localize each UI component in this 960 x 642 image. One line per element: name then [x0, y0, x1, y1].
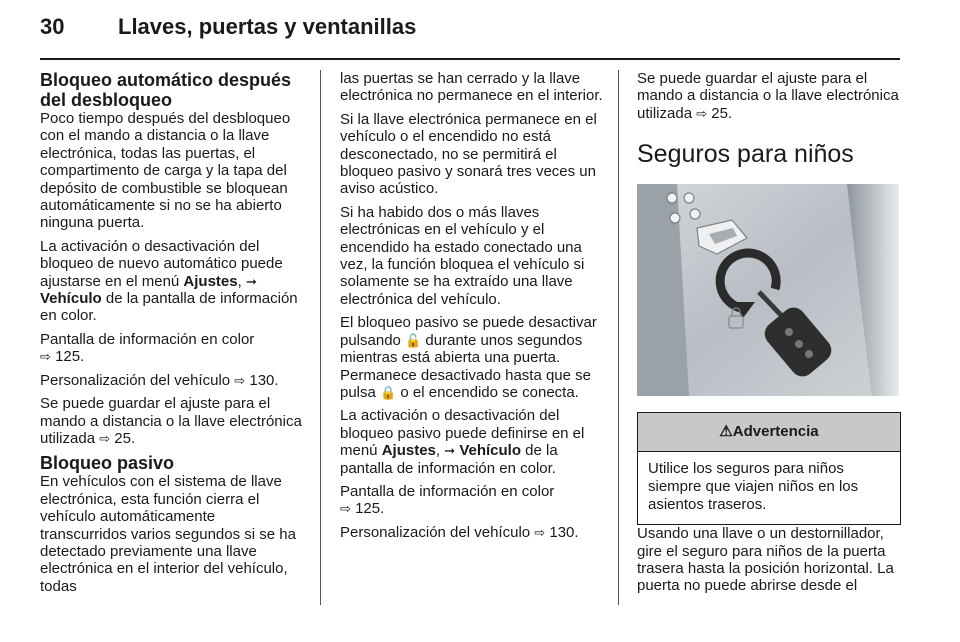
column-3 — [637, 70, 901, 601]
unlock-icon: 🔓 — [405, 332, 422, 348]
menu-arrow-icon: ➞ — [245, 273, 257, 289]
reference-arrow-icon: ⇨ — [40, 349, 51, 365]
reference-arrow-icon: ⇨ — [99, 430, 111, 446]
cross-reference: Personalización del vehículo ⇨ 130. — [40, 371, 279, 389]
reference-arrow-icon: ⇨ — [340, 501, 351, 517]
reference-arrow-icon: ⇨ — [696, 105, 708, 121]
header-rule — [40, 58, 900, 60]
paragraph: El bloqueo pasivo se puede desactivar pulsando 🔓 durante unos segundos mientras está abierta una puerta. Permanece desactivado hasta que se pulsa 🔒 o el encendido se conecta. — [340, 314, 597, 401]
heading-passive-locking: Bloqueo pasivo — [40, 453, 175, 474]
menu-vehicle: Vehículo — [459, 442, 521, 460]
menu-vehicle: Vehículo — [40, 290, 102, 308]
paragraph: Se puede guardar el ajuste para el mando a distancia o la llave electrónica utilizada ⇨ 25. — [40, 395, 302, 447]
paragraph: Poco tiempo después del desbloqueo con el mando a distancia o la llave electrónica, todas las puertas, el compartimento de carga y la tapa del depósito de combustible se bloquean automáticamente si no se ha abierto ninguna puerta. — [40, 110, 291, 232]
column-divider-2 — [618, 70, 619, 605]
running-title: Llaves, puertas y ventanillas — [118, 14, 417, 39]
cross-reference: Pantalla de información en color ⇨ 125. — [340, 482, 555, 518]
reference-arrow-icon: ⇨ — [234, 372, 246, 388]
paragraph: Si la llave electrónica permanece en el vehículo o el encendido no está desconectado, no se permitirá el bloqueo pasivo y sonará tres veces un aviso acústico. — [340, 110, 597, 198]
cross-reference: Pantalla de información en color ⇨ 125. — [40, 330, 255, 366]
paragraph: La activación o desactivación del bloqueo de nuevo automático puede ajustarse en el menú Ajustes, ➞ Vehículo de la pantalla de información en color. — [40, 237, 298, 325]
cross-reference: Personalización del vehículo ⇨ 130. — [340, 523, 579, 541]
page-number: 30 — [40, 14, 65, 39]
paragraph: Se puede guardar el ajuste para el mando a distancia o la llave electrónica utilizada ⇨ 25. — [637, 70, 899, 122]
page-header — [40, 14, 900, 58]
menu-arrow-icon: ➞ — [444, 443, 456, 459]
paragraph: La activación o desactivación del bloqueo pasivo puede definirse en el menú Ajustes, ➞ Vehículo de la pantalla de información en color. — [340, 407, 585, 477]
heading-child-locks: Seguros para niños — [637, 140, 854, 169]
column-1 — [40, 70, 304, 601]
paragraph: En vehículos con el sistema de llave electrónica, esta función cierra el vehículo automáticamente transcurridos varios segundos si se ha detectado previamente una llave electrónica en el interior del vehículo, todas — [40, 473, 296, 595]
paragraph: Si ha habido dos o más llaves electrónicas en el vehículo y el encendido ha estado conectado una vez, la función bloquea el vehículo si solamente se ha extraído una llave electrónica del vehículo. — [340, 203, 585, 308]
warning-triangle-icon: ⚠ — [719, 423, 733, 441]
warning-box — [637, 412, 901, 525]
lock-icon: 🔒 — [380, 384, 397, 400]
paragraph: las puertas se han cerrado y la llave electrónica no permanece en el interior. — [340, 70, 603, 105]
warning-title: Advertencia — [732, 423, 819, 441]
warning-header — [638, 413, 900, 452]
warning-text: Utilice los seguros para niños siempre que viajen niños en los asientos traseros. — [648, 460, 859, 514]
column-divider-1 — [320, 70, 321, 605]
reference-arrow-icon: ⇨ — [534, 524, 546, 540]
menu-settings: Ajustes — [381, 442, 436, 460]
heading-auto-relock: Bloqueo automático después del desbloqueo — [40, 70, 292, 110]
paragraph: Usando una llave o un destornillador, gire el seguro para niños de la puerta trasera hasta la posición horizontal. La puerta no puede abrirse desde el — [637, 525, 894, 595]
menu-settings: Ajustes — [183, 272, 238, 290]
column-2 — [340, 70, 604, 547]
child-lock-illustration — [637, 184, 899, 396]
